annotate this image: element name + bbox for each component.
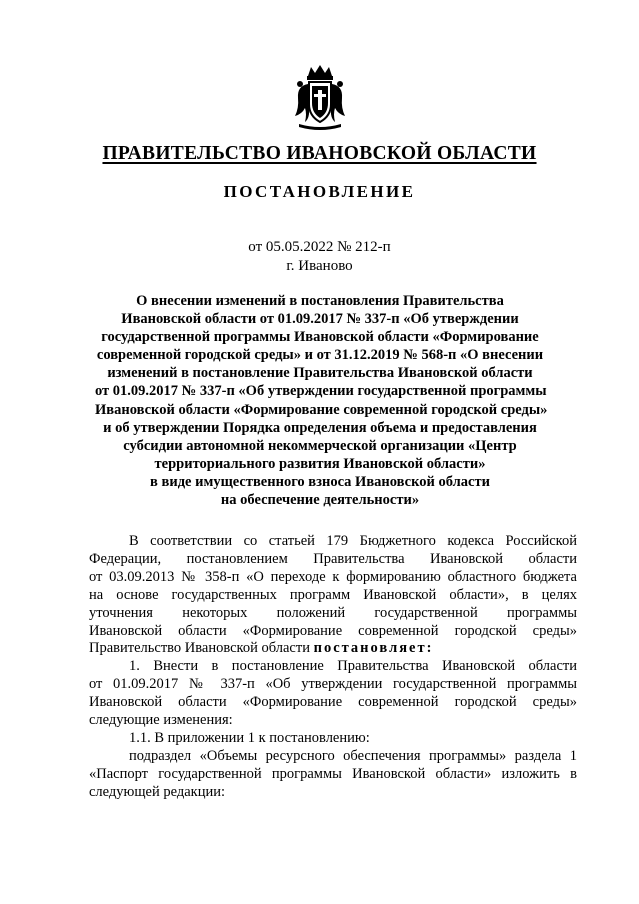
- coat-of-arms-icon: [293, 64, 347, 130]
- subject-line: государственной программы Ивановской области «Формирование: [101, 329, 539, 346]
- subject-line: на обеспечение деятельности»: [220, 492, 420, 509]
- body-line: на основе государственных программ Ивановской области», в целях: [89, 586, 577, 603]
- subject-line: субсидии автономной некоммерческой организации «Центр: [123, 437, 517, 454]
- body-line: от 01.09.2017 № 337-п «Об утверждении государственной программы: [89, 676, 577, 693]
- subject-line: от 01.09.2017 № 337-п «Об утверждении государственной программы: [95, 383, 547, 400]
- body-line: следующей редакции:: [89, 783, 226, 800]
- body-line: уточнения некоторых положений государственной программы: [89, 604, 577, 621]
- decree-prefix: Правительство Ивановской области: [89, 640, 310, 657]
- subject-line: Ивановской области «Формирование современной городской среды»: [95, 401, 548, 418]
- document-body: [89, 533, 577, 802]
- body-line: Федерации, постановлением Правительства Ивановской области: [89, 550, 577, 567]
- subject-line: О внесении изменений в постановления Правительства: [136, 293, 504, 309]
- decree-word: постановляет:: [313, 640, 434, 657]
- subject-line: современной городской среды» и от 31.12.2019 № 568-п «О внесении: [96, 347, 544, 364]
- body-line: 1.1. В приложении 1 к постановлению:: [129, 729, 370, 746]
- subject-line: изменений в постановление Правительства Ивановской области: [107, 365, 533, 382]
- body-line: следующие изменения:: [89, 712, 233, 729]
- government-title: ПРАВИТЕЛЬСТВО ИВАНОВСКОЙ ОБЛАСТИ: [102, 143, 537, 164]
- subject-line: территориального развития Ивановской области»: [154, 455, 486, 472]
- subject-line: и об утверждении Порядка определения объема и предоставления: [103, 419, 537, 436]
- body-line-decree: [89, 640, 577, 658]
- subject-line: Ивановской области от 01.09.2017 № 337-п «Об утверждении: [121, 311, 519, 328]
- subject-line: в виде имущественного взноса Ивановской области: [150, 473, 490, 490]
- body-line: Ивановской области «Формирование современной городской среды»: [89, 622, 577, 639]
- body-line: подраздел «Объемы ресурсного обеспечения программы» раздела 1: [129, 747, 577, 764]
- body-line: Ивановской области «Формирование современной городской среды»: [89, 694, 577, 711]
- document-city: г. Иваново: [286, 258, 353, 274]
- document-type: ПОСТАНОВЛЕНИЕ: [223, 182, 416, 201]
- body-line: 1. Внести в постановление Правительства Ивановской области: [129, 658, 577, 675]
- document-date-number: от 05.05.2022 № 212-п: [248, 239, 391, 255]
- document-subject: [95, 292, 548, 509]
- body-line: «Паспорт государственной программы Ивановской области» изложить в: [89, 765, 577, 782]
- body-line: В соответствии со статьей 179 Бюджетного кодекса Российской: [129, 533, 577, 549]
- body-line: от 03.09.2013 № 358-п «О переходе к формированию областного бюджета: [89, 568, 577, 585]
